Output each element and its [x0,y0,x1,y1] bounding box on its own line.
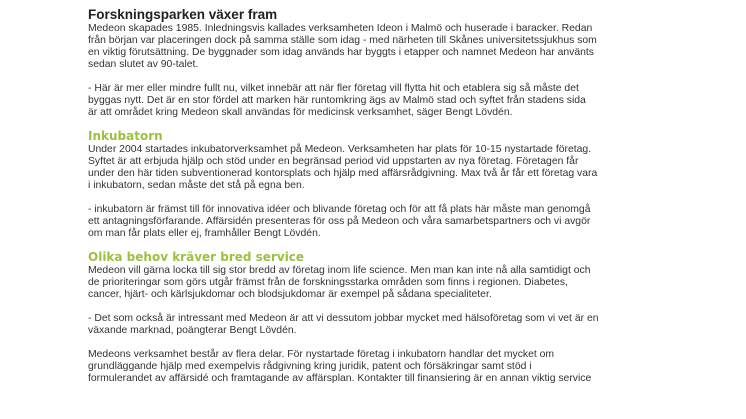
text-line: en viktig förutsättning. De byggnader som idag används har byggts i etapper och namnet Medeon har använts [88,47,594,58]
text-line: Syftet är att erbjuda hjälp och stöd under en begränsad period vid uppstarten av nya företag. Företagen får [88,156,579,167]
text-line: Medeon vill gärna locka till sig stor bredd av företag inom life science. Men man kan inte nå alla samtidigt och [88,265,591,276]
text-line: om man får plats eller ej, framhåller Bengt Lövdén. [88,228,321,239]
text-line: under den här tiden subventionerad kontorsplats och hjälp med affärsrådgivning. Max två år får ett företag vara [88,168,598,179]
intro-paragraph-2 [88,83,700,119]
service-paragraph-2 [88,313,700,337]
inkubatorn-paragraph-1 [88,144,700,192]
text-line: byggas nytt. Det är en stor fördel att marken här runtomkring ägs av Malmö stad och syftet från stadens sida [88,95,586,106]
intro-paragraph-1 [88,23,700,71]
text-line: grundläggande hjälp med exempelvis rådgivning kring juridik, patent och försäkringar samt stöd i [88,361,532,372]
text-line: Medeons verksamhet består av flera delar. För nystartade företag i inkubatorn handlar det mycket om [88,349,555,360]
service-paragraph-1 [88,265,700,301]
section-heading-inkubatorn: Inkubatorn [88,129,163,143]
text-line: från början var placeringen dock på samma ställe som idag - med närheten till Skånes universitetssjukhus som [88,35,597,46]
text-line: Under 2004 startades inkubatorverksamhet på Medeon. Verksamheten har plats för 10-15 nystartade företag. [88,144,592,155]
article-title: Forskningsparken växer fram [88,7,278,22]
text-line: sedan slutet av 90-talet. [88,59,199,70]
text-line: är att området kring Medeon skall användas för medicinsk verksamhet, säger Bengt Lövdén. [88,107,513,118]
text-line: växande marknad, poängterar Bengt Lövdén. [88,325,297,336]
text-line: formulerandet av affärsidé och framtagande av affärsplan. Kontakter till finansiering är en annan viktig service [88,373,592,384]
service-paragraph-3 [88,349,700,385]
text-line: Medeon skapades 1985. Inledningsvis kallades verksamheten Ideon i Malmö och huserade i baracker. Redan [88,23,593,34]
text-line: - Det som också är intressant med Medeon är att vi dessutom jobbar mycket med hälsoföretag som vi vet är en [88,313,599,324]
inkubatorn-paragraph-2 [88,204,700,240]
text-line: cancer, hjärt- och kärlsjukdomar och blodsjukdomar är exempel på sådana specialiteter. [88,289,492,300]
article-body [88,7,700,385]
section-heading-service: Olika behov kräver bred service [88,250,305,264]
text-line: i inkubatorn, sedan måste det stå på egna ben. [88,180,305,191]
text-line: ett antagningsförfarande. Affärsidén presenteras för oss på Medeon och våra samarbetspartners och vi avgör [88,216,591,227]
text-line: - inkubatorn är främst till för innovativa idéer och blivande företag och för att få plats här måste man genomgå [88,204,591,215]
text-line: de prioriteringar som görs utgår främst från de forskningsstarka områden som finns i regionen. Diabetes, [88,277,568,288]
text-line: - Här är mer eller mindre fullt nu, vilket innebär att när fler företag vill flytta hit och etablera sig så måste det [88,83,579,94]
